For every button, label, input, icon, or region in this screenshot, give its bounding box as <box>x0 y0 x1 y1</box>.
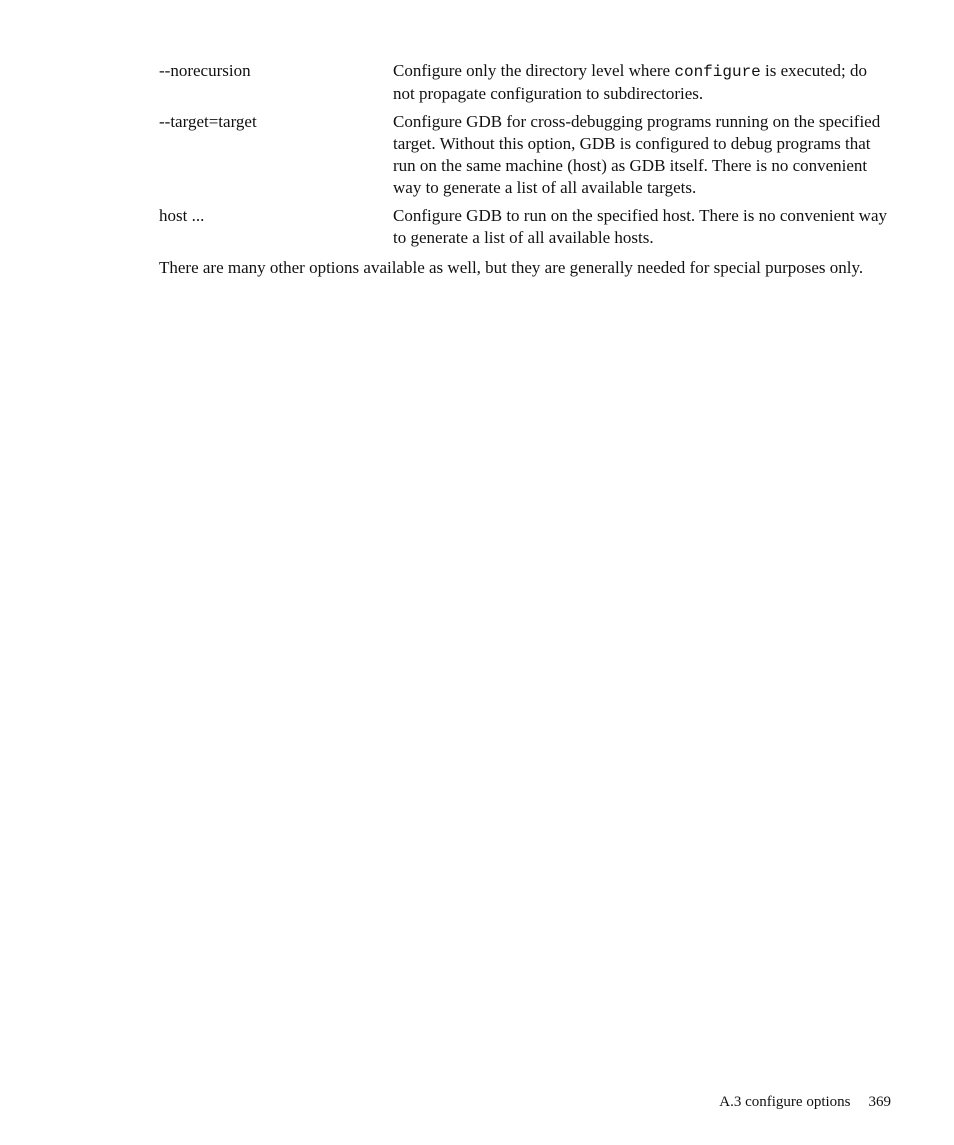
page-number: 369 <box>868 1094 891 1110</box>
option-norecursion <box>159 60 891 105</box>
closing-paragraph: There are many other options available as well, but they are generally needed for special purposes only. <box>159 258 864 277</box>
document-page <box>159 60 891 279</box>
description-text: Configure only the directory level where <box>393 61 675 80</box>
option-term: --norecursion <box>159 61 251 80</box>
page-footer <box>719 1092 891 1112</box>
option-description: Configure GDB for cross-debugging programs running on the specified target. Without this option, GDB is configured to debug programs that run on the same machine (host) as GDB itself. There is no convenient way to generate a list of all available targets. <box>393 112 881 197</box>
description-text: is executed; do not propagate configuration to subdirectories. <box>393 61 867 103</box>
option-description <box>393 60 891 105</box>
option-term: --target=target <box>159 112 257 131</box>
inline-code: configure <box>674 63 761 81</box>
option-description: Configure GDB to run on the specified host. There is no convenient way to generate a list of all available hosts. <box>393 206 887 247</box>
footer-section-title: A.3 configure options <box>719 1094 851 1110</box>
option-target <box>159 111 891 199</box>
option-host <box>159 205 891 249</box>
option-term: host ... <box>159 206 205 225</box>
